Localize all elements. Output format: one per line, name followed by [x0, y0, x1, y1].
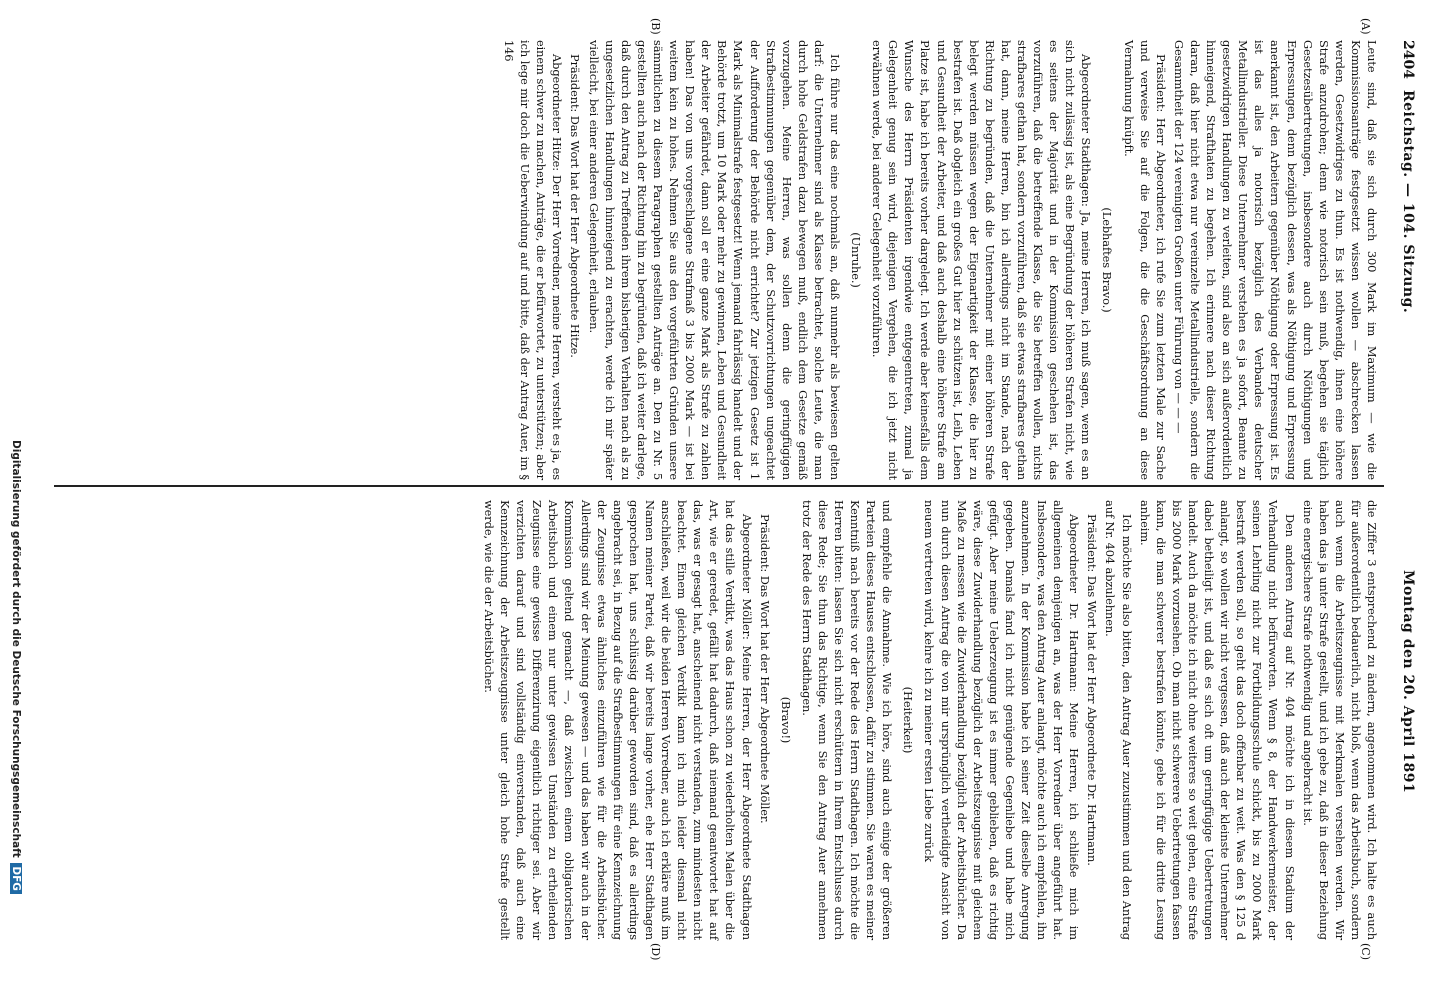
- session-date: Montag den 20. April 1891: [1400, 570, 1416, 794]
- paragraph: Abgeordneter Dr. Hartmann: Meine Herren, ich schließe mich im allgemeinen demjenigen an, was der Herr Vorredner über angeführt hat. Insbesondere, was den Antrag Auer anlangt, möchte auch ich empfehlen, ihn anzunehmen. In der Kommission habe ich seiner Zeit dieselbe Anregung gegeben. Damals fand ich nicht genügende Gegenliebe und habe mich gefügt. Aber meine Ueberzeugung ist es immer geblieben, daß es richtig wäre, diese Zuwiderhandlung bezüglich der Arbeitszeugnisse mit gleichem Maße zu messen wie die Zuwiderhandlung bezüglich der Arbeitsbücher. Da nun durch diesen Antrag die von mir ursprünglich vertheidigte Ansicht von neuem vertreten wird, kehre ich zu meiner ersten Liebe zurück: [922, 500, 1082, 940]
- left-text-column: [499, 40, 1380, 480]
- page-title: Reichstag. — 104. Sitzung.: [1400, 90, 1416, 314]
- interjection: (Unruhe.): [849, 232, 864, 288]
- page-header: [1386, 40, 1416, 930]
- page-number: 2404: [1400, 40, 1416, 79]
- margin-mark-d: (D): [649, 943, 662, 961]
- paragraph: Ich möchte Sie also bitten, den Antrag Auer zuzustimmen und den Antrag auf Nr. 404 abzulehnen.: [1103, 500, 1134, 940]
- paragraph: Abgeordneter Möller: Meine Herren, der Herr Abgeordnete Stadthagen hat das stille Verdikt, was das Haus schon zu wiederholten Malen über die Art, wie er geredet, gefällt hat dadurch, daß niemand geantwortet hat auf das, was er gesagt hat, anscheinend nicht verstanden, zum mindesten nicht beachtet. Einem gleichen Verdikt kann ich mich leider diesmal nicht anschließen, weil wir die beiden Herren Vorredner, auch ich erkläre muß im Namen meiner Partei, daß wir bereits lange vorher, ehe Herr Stadthagen gesprochen hat, uns schlüssig darüber geworden sind, daß es allerdings angebracht sei, in Bezug auf die Strafbestimmungen für eine Kennzeichnung der Zeugnisse etwas ähnliches einzuführen wie für die Arbeitsbücher. Allerdings sind wir der Meinung gewesen — und das haben wir auch in der Kommission geltend gemacht —, daß zwischen einem obligatorischen Arbeitsbuch und einem nur unter gewissen Umständen zu ertheilenden Zeugnisse eine gewisse Differenzirung eigentlich richtiger sei. Aber wir verzichten darauf und sind vollständig einverstanden, daß auch eine Kennzeichnung der Arbeitszeugnisse unter gleich hohe Strafe gestellt werde, wie die der Arbeitsbücher.: [482, 500, 754, 940]
- paragraph: die Ziffer 3 entsprechend zu ändern, angenommen wird. Ich halte es auch für außerordentlich bedauerlich, nicht bloß, wenn das Arbeitsbuch, sondern auch wenn die Arbeitszeugnisse mit Merkmalen versehen werden. Wir haben das ja unter Strafe gestellt, und ich gebe zu, daß in dieser Beziehung eine energischere Strafe nothwendig und angebracht ist.: [1300, 500, 1379, 940]
- paragraph: Präsident: Das Wort hat der Herr Abgeordnete Möller.: [757, 514, 772, 824]
- paragraph: Präsident: Das Wort hat der Herr Abgeordnete Dr. Hartmann.: [1085, 514, 1100, 866]
- dfg-logo-badge: DFG: [10, 863, 22, 894]
- paragraph: Leute sind, daß sie sich durch 300 Mark im Maximum — wie die Kommissionsanträge festgesetzt wissen wollen — abschrecken lassen werden, Gesetzwidriges zu thun. Es ist nothwendig, ihnen eine höhere Strafe anzudrohen; denn wie notorisch sein muß, begehen sie täglich Gesetzesübertretungen, insbesondere auch durch Nöthigungen und Erpressungen, denn bezüglich dessen, was als Nöthigung und Erpressung anerkannt ist, den Arbeitern gegenüber Nöthigung oder Erpressung ist. Es ist das alles ja notorisch bezüglich des Verbandes deutscher Metallindustrieller. Diese Unternehmer verstehen es ja sofort, Beamte zu gesetzwidrigen Handlungen zu verleiten, sind also an sich außerordentlich hinneigend, Strafthaten zu begehen. Ich erinnere nach dieser Richtung daran, daß hier nicht etwa nur vereinzelte Metallindustrielle, sondern die Gesammtheit der 124 vereinigten Großen unter Führung von — — —: [1171, 40, 1379, 480]
- margin-mark-c: (C): [1359, 943, 1372, 960]
- margin-mark-a: (A): [1359, 18, 1372, 35]
- interjection: (Lebhaftes Bravo.): [1100, 207, 1115, 313]
- interjection: (Bravo!): [778, 696, 793, 744]
- paragraph: Den anderen Antrag auf Nr. 404 möchte ich in diesem Stadium der Verhandlung nicht befürworten. Wenn § 8, der Handwerkermeister, der seinen Lehrling nicht zur Fortbildungsschule schickt, bis zu 2000 Mark bestraft werden soll, so geht das doch offenbar zu weit. Was den § 125 d anlangt, so wollen wir nicht vergessen, daß auch der kleinste Unternehmer dabei betheiligt ist, und daß es sich oft um geringfügige Uebertretungen handelt. Auch da möchte ich nicht ohne weiteres so weit gehen, eine Strafe bis 2000 Mark vorzusehen. Ob man nicht schwerere Uebertretungen fassen kann, die man schwerer bestrafen könnte, gebe ich für die dritte Lesung anheim.: [1137, 500, 1297, 940]
- column-divider: [54, 485, 1384, 487]
- paragraph: Ich führe nur das eine nochmals an, daß nunmehr als bewiesen gelten darf: die Unternehmer sind als Klasse betrachtet, solche Leute, die man durch hohe Geldstrafen dazu bewegen muß, endlich dem Gesetze gemäß vorzugehen. Meine Herren, was sollen denn die geringfügigen Strafbestimmungen gegenüber dem, der Schutzvorrichtungen ungeachtet der Aufforderung der Behörde nicht errichtet? Zur jetzigen Gesetz ist 1 Mark als Minimalstrafe festgesetzt! Wenn jemand fahrlässig handelt und der Behörde trotzt, um 10 Mark oder mehr zu gewinnen, Leben und Gesundheit der Arbeiter gefährdet, dann soll er eine ganze Mark als Strafe zu zahlen haben! Das von uns vorgeschlagene Strafmaß 3 bis 2000 Mark — ist bei weitem kein zu hohes. Nehmen Sie aus den vorgeführten Gründen unsere sämmtlichen zu diesem Paragraphen gestellten Anträge an. Den zu Nr. 5 gestellten auch nach der Richtung hin zu begründen, daß ich weiter darlege, daß durch den Antrag zu Treffenden ihrem bisherigen Verhalten nach als zu ungesetzlichen Handlungen hinneigend zu erachten, werde ich mir später vielleicht, bei einer anderen Gelegenheit, erlauben.: [586, 40, 842, 480]
- paragraph: Präsident: Herr Abgeordneter, ich rufe Sie zum letzten Male zur Sache und verweise Sie auf die Folgen, die die Geschäftsordnung an diese Vermahnung knüpft.: [1121, 40, 1168, 480]
- digitization-credit: [10, 440, 22, 1000]
- interjection: (Heiterkeit): [901, 686, 916, 754]
- right-text-column: [479, 500, 1380, 940]
- paragraph: Präsident: Das Wort hat der Herr Abgeordnete Hitze.: [568, 54, 583, 358]
- credit-text: Digitalisierung gefördert durch die Deutsche Forschungsgemeinschaft: [10, 440, 22, 858]
- paragraph: Abgeordneter Hitze: Der Herr Vorredner, meine Herren, versteht es ja, es einem schwer zu machen, Anträge, die er befürwortet, zu unterstützen; aber ich lege mir doch die Ueberwindung auf und bitte, daß der Antrag Auer, im § 146: [502, 40, 565, 480]
- paragraph: und empfehle die Annahme. Wie ich höre, sind auch einige der größeren Parteien dieses Hauses entschlossen, dafür zu stimmen. Sie waren es meiner Kenntniß nach bereits vor der Rede des Herrn Stadthagen. Ich möchte die Herren bitten: lassen Sie sich nicht erschüttern in Ihrem Entschlusse durch diese Rede; Sie thun das Richtige, wenn Sie den Antrag Auer annehmen trotz der Rede des Herrn Stadthagen.: [799, 500, 895, 940]
- paragraph: Abgeordneter Stadthagen: Ja, meine Herren, ich muß sagen, wenn es an sich nicht zulässig ist, als eine Begründung der höheren Strafen nicht, wie es seitens der Majorität und in der Kommission geschehen ist, das vorzuführen, daß die betreffende Klasse, die Sie betreffen wollen, nichts strafbares gethan hat, sondern vorzuführen, daß sie etwas strafbares gethan hat, dann, meine Herren, bin ich allerdings nicht im Stande, nach der Richtung zu begründen, daß die Unternehmer mit einer höheren Strafe belegt werden müssen wegen der Eigenartigkeit der Klasse, die hier zu bestrafen ist. Daß obgleich ein großes Gut hier zu schützen ist, Leib, Leben und Gesundheit der Arbeiter, und daß auch deshalb eine höhere Strafe am Platze ist, habe ich bereits vorher dargelegt. Ich werde aber keinesfalls dem Wunsche des Herrn Präsidenten irgendwie entgegentreten, zumal ja Gelegenheit genug sein wird, diejenigen Vergehen, die ich jetzt nicht erwähnen werde, bei anderer Gelegenheit vorzuführen.: [870, 40, 1094, 480]
- margin-mark-b: (B): [649, 18, 662, 35]
